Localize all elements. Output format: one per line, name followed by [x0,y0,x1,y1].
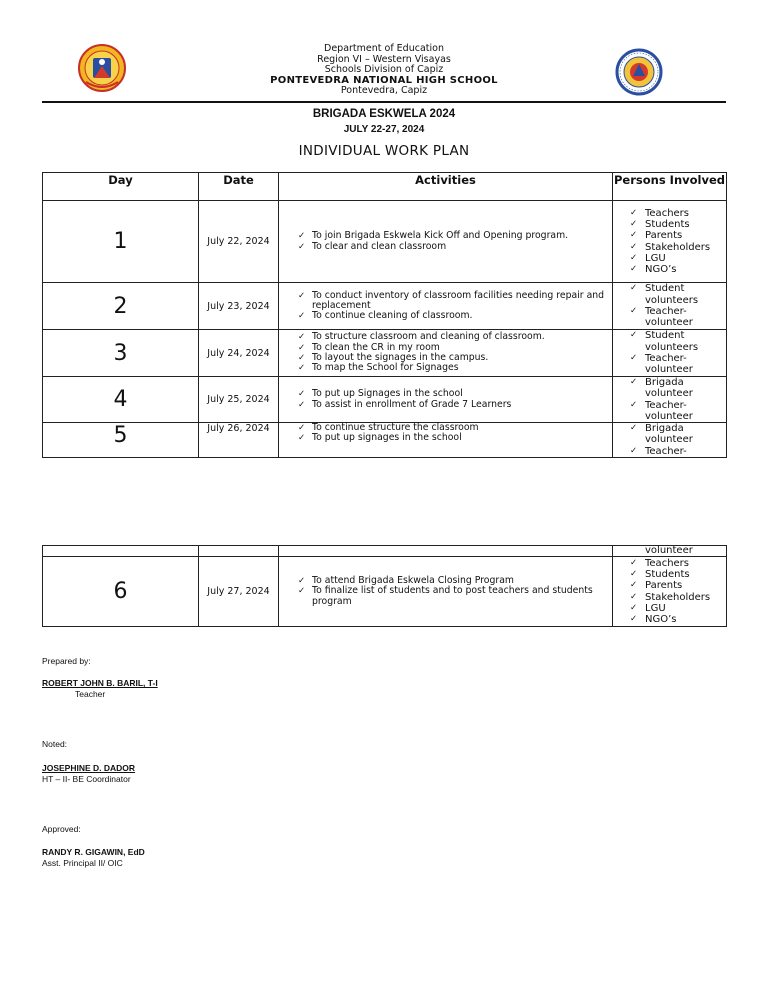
header-division: Schools Division of Capiz [324,64,444,75]
preparer-title: Teacher [75,689,106,699]
day-number: 3 [43,330,199,377]
header-department: Department of Education [324,43,444,54]
empty-cell [43,546,199,557]
list-item: ✓ Teacher- volunteer [613,353,726,376]
list-item: ✓ To clear and clean classroom [279,242,612,252]
list-item: ✓ Stakeholders [613,242,726,253]
header-address: Pontevedra, Capiz [340,85,428,96]
list-item: ✓ To attend Brigada Eskwela Closing Program [279,576,612,586]
persons-cell [613,283,727,330]
list-item: ✓ To layout the signages in the campus. [279,353,612,363]
list-item: ✓ To conduct inventory of classroom facilities needing repair and replacement [279,291,612,312]
approved-label: Approved: [42,824,81,834]
persons-cell [613,201,727,283]
work-plan-table-continued [42,545,727,627]
work-plan-table [42,172,727,458]
preparer-name: ROBERT JOHN B. BARIL, T-I [42,678,158,688]
list-item: ✓ To continue cleaning of classroom. [279,311,612,321]
activities-cell [279,377,613,423]
list-item: ✓ Student volunteers [613,330,726,353]
list-item: ✓ To structure classroom and cleaning of classroom. [279,332,612,342]
table-row [43,330,727,377]
empty-cell [199,546,279,557]
approver-name: RANDY R. GIGAWIN, EdD [42,847,145,857]
header-persons: Persons Involved [613,173,727,201]
deped-seal-icon [76,42,128,94]
approver-title: Asst. Principal II/ OIC [42,858,123,868]
persons-cell [613,423,727,458]
list-item: ✓ To put up Signages in the school [279,389,612,399]
header-region: Region VI – Western Visayas [317,53,451,65]
list-item: ✓ To continue structure the classroom [279,423,612,433]
header-school-name: PONTEVEDRA NATIONAL HIGH SCHOOL [270,74,498,86]
day-number: 6 [43,557,199,627]
event-title: BRIGADA ESKWELA 2024 [312,108,456,120]
persons-continuation: volunteer [645,545,693,556]
header-divider [42,101,726,103]
activities-cell [279,201,613,283]
activities-cell [279,557,613,627]
table-row [43,546,727,557]
plan-title: INDIVIDUAL WORK PLAN [298,143,470,159]
activities-cell [279,330,613,377]
persons-cell [613,546,727,557]
header-day: Day [43,173,199,201]
header-activities: Activities [279,173,613,201]
prepared-by-block [42,678,158,700]
empty-cell [279,546,613,557]
list-item: ✓ Teacher- volunteer [613,306,726,329]
list-item: ✓ Teacher- volunteer [613,400,726,423]
list-item: ✓ Brigada volunteer [613,423,726,446]
event-dates: JULY 22-27, 2024 [343,124,425,135]
table-row [43,423,727,458]
list-item: ✓ To finalize list of students and to post teachers and students program [279,586,612,607]
day-date: July 27, 2024 [199,557,279,627]
table-row [43,557,727,627]
list-item: ✓ NGO’s [613,614,726,625]
day-number: 4 [43,377,199,423]
list-item: ✓ Parents [613,230,726,241]
list-item: ✓ To map the School for Signages [279,363,612,373]
list-item: ✓ NGO’s [613,264,726,275]
list-item: ✓ LGU [613,603,726,614]
table-header-row [43,173,727,201]
list-item: ✓ To put up signages in the school [279,433,612,443]
noter-name: JOSEPHINE D. DADOR [42,763,136,773]
list-item: ✓ Student volunteers [613,283,726,306]
day-date: July 23, 2024 [199,283,279,330]
day-date: July 25, 2024 [199,377,279,423]
activities-cell [279,283,613,330]
list-item: ✓ Teachers [613,558,726,569]
noted-block [42,763,135,785]
day-number: 2 [43,283,199,330]
list-item: ✓ Parents [613,580,726,591]
day-date: July 24, 2024 [199,330,279,377]
table-row [43,201,727,283]
list-item: ✓ To assist in enrollment of Grade 7 Learners [279,400,612,410]
day-date: July 22, 2024 [199,201,279,283]
persons-cell [613,557,727,627]
list-item: ✓ Stakeholders [613,592,726,603]
persons-cell [613,330,727,377]
list-item: ✓ Teachers [613,208,726,219]
day-number: 5 [43,423,199,458]
header-date: Date [199,173,279,201]
noted-label: Noted: [42,739,68,749]
list-item: ✓ To clean the CR in my room [279,343,612,353]
table-row [43,377,727,423]
prepared-by-label: Prepared by: [42,656,91,666]
list-item: ✓ Teacher- [613,446,726,457]
list-item: ✓ To join Brigada Eskwela Kick Off and Opening program. [279,231,612,241]
activities-cell [279,423,613,458]
list-item: ✓ LGU [613,253,726,264]
pnhs-seal-icon [615,48,663,96]
day-number: 1 [43,201,199,283]
letterhead [200,44,568,97]
noter-title: HT – II- BE Coordinator [42,774,131,784]
list-item: ✓ Students [613,219,726,230]
list-item: ✓ Students [613,569,726,580]
day-date: July 26, 2024 [199,423,279,458]
approved-block [42,847,145,869]
persons-cell [613,377,727,423]
list-item: ✓ Brigada volunteer [613,377,726,400]
table-row [43,283,727,330]
